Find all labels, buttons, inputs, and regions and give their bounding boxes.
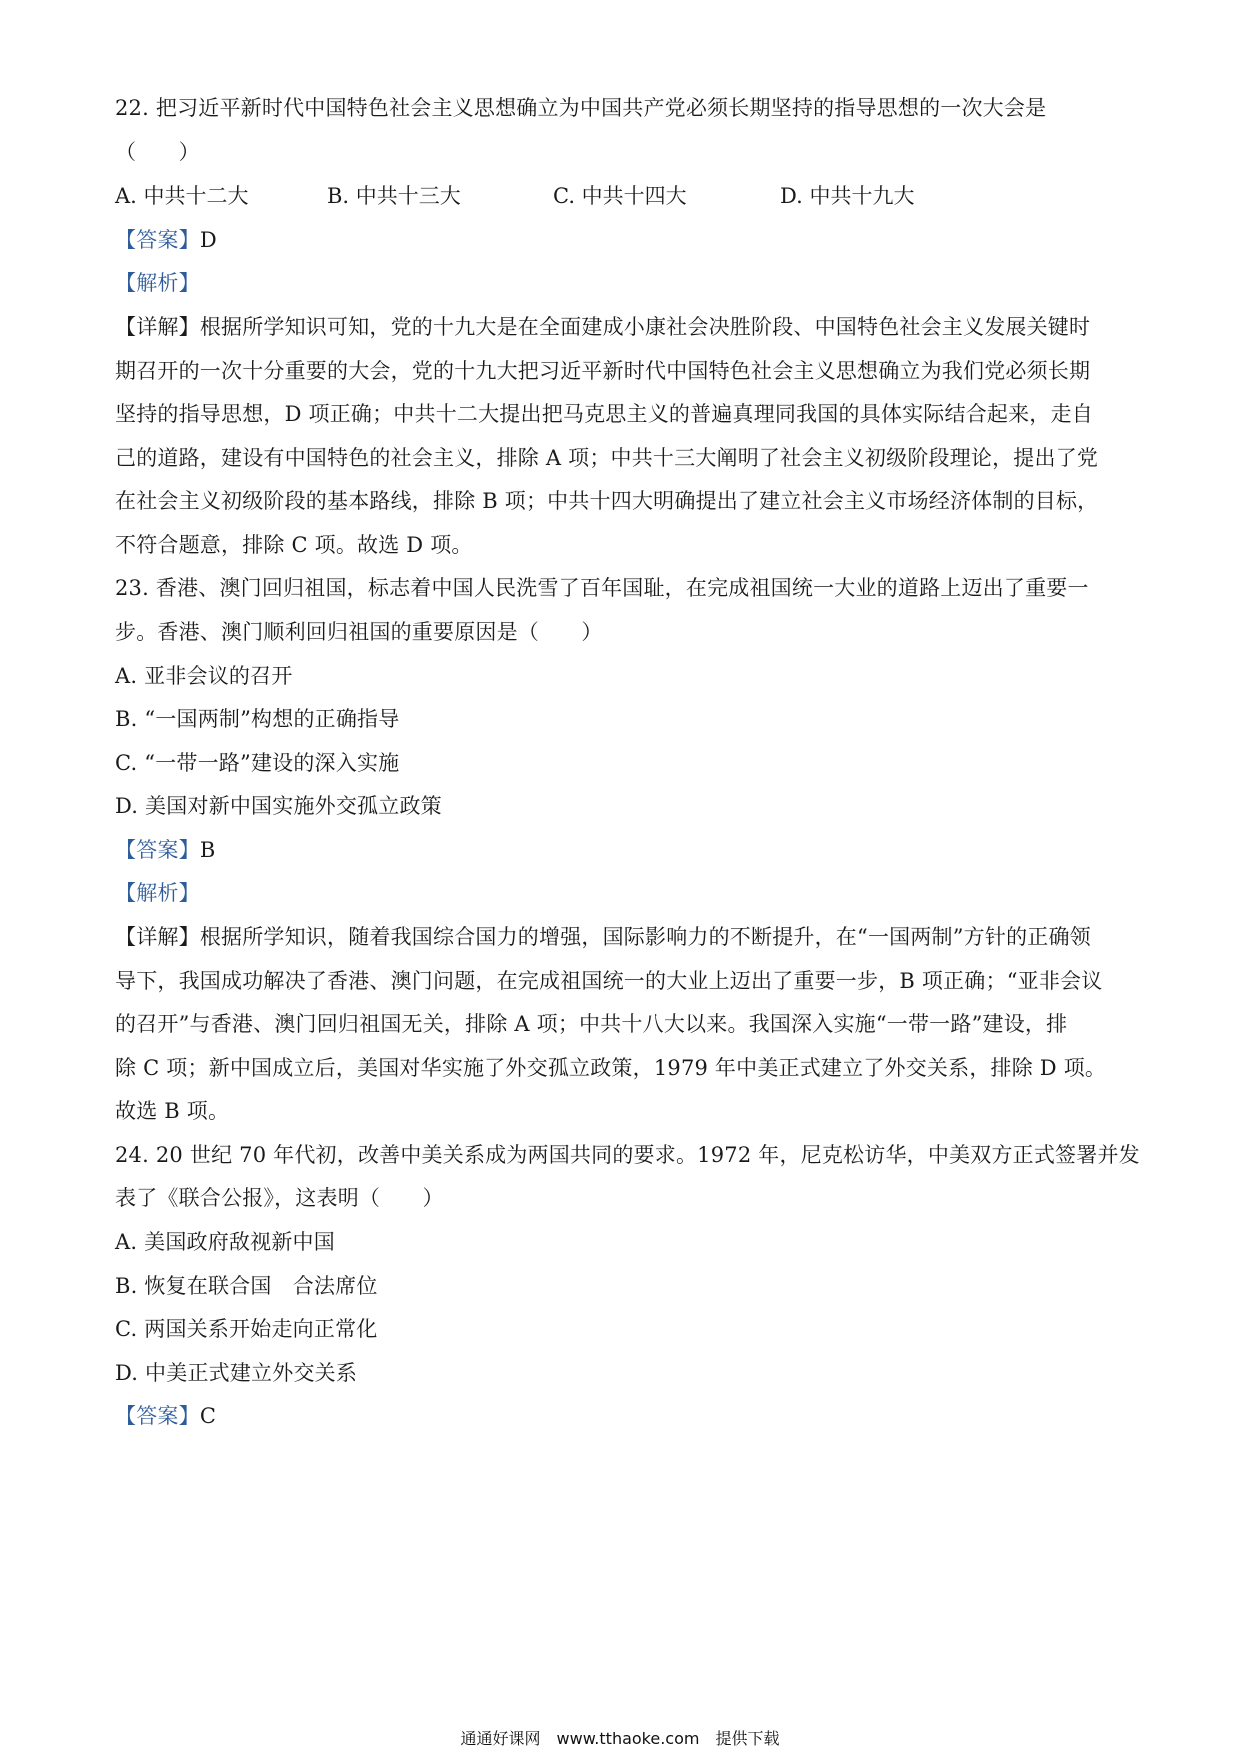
q23-detail-line-1 bbox=[115, 923, 1091, 951]
q23-detail-line-5: 故选 B 项。 bbox=[115, 1099, 230, 1123]
q22-option-a: A. 中共十二大 bbox=[115, 184, 249, 208]
q24-stem-line-1: 24. 20 世纪 70 年代初，改善中美关系成为两国共同的要求。1972 年，尼克松访华，中美双方正式签署并发 bbox=[115, 1143, 1140, 1167]
q24-option-c: C. 两国关系开始走向正常化 bbox=[115, 1317, 378, 1341]
footer-source-note: 通通好课网 www.tthaoke.com 提供下载 bbox=[460, 1729, 780, 1748]
q23-detail-line-4: 除 C 项；新中国成立后，美国对华实施了外交孤立政策，1979 年中美正式建立了外交关系，排除 D 项。 bbox=[115, 1056, 1107, 1080]
q22-stem-line-2: （ ） bbox=[115, 140, 200, 164]
detail-text: 根据所学知识可知，党的十九大是在全面建成小康社会决胜阶段、中国特色社会主义发展关键时 bbox=[199, 315, 1091, 339]
q22-detail-line-3: 坚持的指导思想，D 项正确；中共十二大提出把马克思主义的普遍真理同我国的具体实际结合起来，走自 bbox=[115, 402, 1093, 426]
q22-stem-line-1: 22. 把习近平新时代中国特色社会主义思想确立为中国共产党必须长期坚持的指导思想的一次大会是 bbox=[115, 96, 1047, 120]
q24-stem-line-2: 表了《联合公报》，这表明（ ） bbox=[115, 1186, 444, 1210]
q24-option-a: A. 美国政府敌视新中国 bbox=[115, 1230, 335, 1254]
q23-detail-line-2: 导下，我国成功解决了香港、澳门问题，在完成祖国统一的大业上迈出了重要一步，B 项正确；“亚非会议 bbox=[115, 969, 1103, 993]
q22-answer bbox=[115, 226, 217, 254]
q22-detail-line-5: 在社会主义初级阶段的基本路线，排除 B 项；中共十四大明确提出了建立社会主义市场经济体制的目标， bbox=[115, 489, 1099, 513]
answer-value: C bbox=[199, 1404, 217, 1428]
q23-stem-line-1: 23. 香港、澳门回归祖国，标志着中国人民洗雪了百年国耻，在完成祖国统一大业的道路上迈出了重要一 bbox=[115, 576, 1089, 600]
q23-stem-line-2: 步。香港、澳门顺利回归祖国的重要原因是（ ） bbox=[115, 620, 603, 644]
q22-detail-line-6: 不符合题意，排除 C 项。故选 D 项。 bbox=[115, 533, 473, 557]
answer-value: D bbox=[199, 228, 217, 252]
q22-analysis bbox=[115, 269, 200, 297]
q24-option-d: D. 中美正式建立外交关系 bbox=[115, 1361, 358, 1385]
q23-option-c: C. “一带一路”建设的深入实施 bbox=[115, 751, 400, 775]
analysis-tag: 【解析】 bbox=[115, 271, 200, 295]
q22-option-b: B. 中共十三大 bbox=[327, 184, 461, 208]
q22-detail-line-1 bbox=[115, 313, 1090, 341]
q23-detail-line-3: 的召开”与香港、澳门回归祖国无关，排除 A 项；中共十八大以来。我国深入实施“一带一路”建设，排 bbox=[115, 1012, 1068, 1036]
detail-tag: 【详解】 bbox=[115, 925, 200, 949]
detail-tag: 【详解】 bbox=[115, 315, 200, 339]
analysis-tag: 【解析】 bbox=[115, 881, 200, 905]
q22-detail-line-2: 期召开的一次十分重要的大会，党的十九大把习近平新时代中国特色社会主义思想确立为我们党必须长期 bbox=[115, 359, 1091, 383]
q22-option-c: C. 中共十四大 bbox=[553, 184, 687, 208]
q23-answer bbox=[115, 836, 215, 864]
answer-tag: 【答案】 bbox=[115, 228, 200, 252]
q22-option-d: D. 中共十九大 bbox=[780, 184, 915, 208]
answer-tag: 【答案】 bbox=[115, 1404, 200, 1428]
q23-option-d: D. 美国对新中国实施外交孤立政策 bbox=[115, 794, 442, 818]
q22-detail-line-4: 己的道路，建设有中国特色的社会主义，排除 A 项；中共十三大阐明了社会主义初级阶段理论，提出了党 bbox=[115, 446, 1099, 470]
answer-value: B bbox=[199, 838, 216, 862]
detail-text: 根据所学知识，随着我国综合国力的增强，国际影响力的不断提升，在“一国两制”方针的正确领 bbox=[199, 925, 1091, 949]
q24-answer bbox=[115, 1402, 216, 1430]
q24-option-b: B. 恢复在联合国 合法席位 bbox=[115, 1274, 378, 1298]
q23-option-a: A. 亚非会议的召开 bbox=[115, 664, 293, 688]
q23-option-b: B. “一国两制”构想的正确指导 bbox=[115, 707, 400, 731]
q23-analysis bbox=[115, 879, 200, 907]
answer-tag: 【答案】 bbox=[115, 838, 200, 862]
